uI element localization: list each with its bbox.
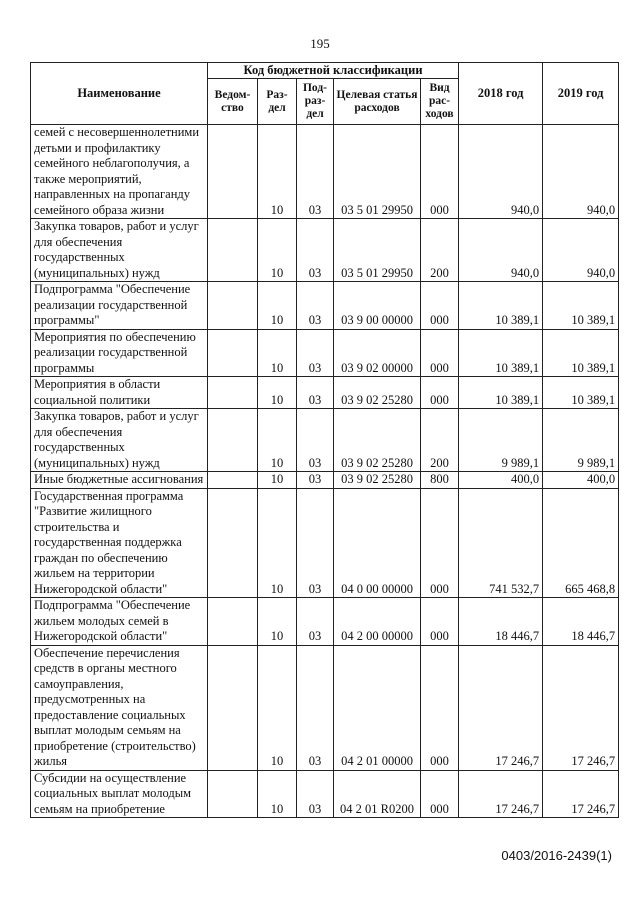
- cell-tselevaya-statya: 03 9 00 00000: [334, 282, 421, 330]
- cell-vedomstvo: [208, 488, 258, 598]
- table-row: [31, 472, 619, 489]
- cell-amount-2018: 10 389,1: [459, 329, 543, 377]
- table-row: [31, 770, 619, 818]
- table-row: [31, 645, 619, 770]
- cell-amount-2019: 940,0: [543, 219, 619, 282]
- cell-vid-raskhodov: 000: [421, 598, 459, 646]
- cell-podrazdel: 03: [297, 770, 334, 818]
- cell-podrazdel: 03: [297, 377, 334, 409]
- cell-vedomstvo: [208, 598, 258, 646]
- cell-name: Субсидии на осуществление социальных выплат молодым семьям на приобретение: [31, 770, 208, 818]
- cell-vid-raskhodov: 000: [421, 377, 459, 409]
- cell-tselevaya-statya: 03 9 02 00000: [334, 329, 421, 377]
- cell-podrazdel: 03: [297, 329, 334, 377]
- header-tselevaya-statya: Целевая статья расходов: [334, 79, 421, 125]
- cell-podrazdel: 03: [297, 645, 334, 770]
- cell-amount-2019: 940,0: [543, 125, 619, 219]
- cell-vedomstvo: [208, 219, 258, 282]
- cell-amount-2018: 9 989,1: [459, 409, 543, 472]
- table-row: [31, 377, 619, 409]
- header-vid-raskhodov: Вид рас-ходов: [421, 79, 459, 125]
- cell-amount-2018: 17 246,7: [459, 645, 543, 770]
- cell-razdel: 10: [258, 125, 297, 219]
- cell-razdel: 10: [258, 645, 297, 770]
- cell-name: семей с несовершеннолетними детьми и профилактику семейного неблагополучия, а также мероприятий, направленных на пропаганду семейного образа жизни: [31, 125, 208, 219]
- cell-vid-raskhodov: 800: [421, 472, 459, 489]
- document-code: 0403/2016-2439(1): [501, 848, 612, 863]
- cell-podrazdel: 03: [297, 125, 334, 219]
- cell-tselevaya-statya: 04 2 01 00000: [334, 645, 421, 770]
- cell-amount-2019: 17 246,7: [543, 770, 619, 818]
- cell-name: Подпрограмма "Обеспечение жильем молодых семей в Нижегородской области": [31, 598, 208, 646]
- cell-podrazdel: 03: [297, 282, 334, 330]
- cell-amount-2018: 741 532,7: [459, 488, 543, 598]
- cell-tselevaya-statya: 03 9 02 25280: [334, 377, 421, 409]
- cell-vedomstvo: [208, 770, 258, 818]
- cell-tselevaya-statya: 04 0 00 00000: [334, 488, 421, 598]
- cell-razdel: 10: [258, 770, 297, 818]
- cell-vid-raskhodov: 200: [421, 219, 459, 282]
- cell-amount-2018: 940,0: [459, 125, 543, 219]
- cell-amount-2018: 10 389,1: [459, 282, 543, 330]
- cell-vid-raskhodov: 000: [421, 770, 459, 818]
- cell-razdel: 10: [258, 377, 297, 409]
- cell-vedomstvo: [208, 472, 258, 489]
- cell-vid-raskhodov: 000: [421, 488, 459, 598]
- cell-vedomstvo: [208, 125, 258, 219]
- cell-vedomstvo: [208, 282, 258, 330]
- cell-amount-2019: 18 446,7: [543, 598, 619, 646]
- header-year-2018: 2018 год: [459, 63, 543, 125]
- cell-amount-2019: 665 468,8: [543, 488, 619, 598]
- header-year-2019: 2019 год: [543, 63, 619, 125]
- cell-podrazdel: 03: [297, 472, 334, 489]
- cell-tselevaya-statya: 04 2 00 00000: [334, 598, 421, 646]
- cell-vid-raskhodov: 000: [421, 645, 459, 770]
- cell-name: Мероприятия по обеспечению реализации государственной программы: [31, 329, 208, 377]
- cell-amount-2018: 18 446,7: [459, 598, 543, 646]
- cell-amount-2018: 10 389,1: [459, 377, 543, 409]
- cell-amount-2018: 940,0: [459, 219, 543, 282]
- cell-razdel: 10: [258, 472, 297, 489]
- cell-podrazdel: 03: [297, 488, 334, 598]
- table-row: [31, 598, 619, 646]
- cell-amount-2018: 17 246,7: [459, 770, 543, 818]
- cell-name: Мероприятия в области социальной политики: [31, 377, 208, 409]
- cell-name: Государственная программа "Развитие жилищного строительства и государственная поддержка граждан по обеспечению жильем на территории Нижегородской области": [31, 488, 208, 598]
- cell-podrazdel: 03: [297, 598, 334, 646]
- table-row: [31, 282, 619, 330]
- header-vedomstvo: Ведом-ство: [208, 79, 258, 125]
- cell-vedomstvo: [208, 329, 258, 377]
- header-podrazdel: Под-раз-дел: [297, 79, 334, 125]
- cell-amount-2019: 10 389,1: [543, 329, 619, 377]
- cell-name: Иные бюджетные ассигнования: [31, 472, 208, 489]
- cell-amount-2018: 400,0: [459, 472, 543, 489]
- cell-razdel: 10: [258, 409, 297, 472]
- table-row: [31, 409, 619, 472]
- cell-amount-2019: 17 246,7: [543, 645, 619, 770]
- cell-podrazdel: 03: [297, 219, 334, 282]
- cell-podrazdel: 03: [297, 409, 334, 472]
- cell-vid-raskhodov: 000: [421, 125, 459, 219]
- table-row: [31, 488, 619, 598]
- cell-razdel: 10: [258, 598, 297, 646]
- cell-name: Закупка товаров, работ и услуг для обеспечения государственных (муниципальных) нужд: [31, 219, 208, 282]
- cell-vid-raskhodov: 000: [421, 282, 459, 330]
- budget-table: [30, 62, 619, 818]
- cell-vid-raskhodov: 000: [421, 329, 459, 377]
- cell-vedomstvo: [208, 377, 258, 409]
- cell-vedomstvo: [208, 409, 258, 472]
- cell-amount-2019: 9 989,1: [543, 409, 619, 472]
- cell-vedomstvo: [208, 645, 258, 770]
- cell-vid-raskhodov: 200: [421, 409, 459, 472]
- cell-name: Подпрограмма "Обеспечение реализации государственной программы": [31, 282, 208, 330]
- cell-amount-2019: 10 389,1: [543, 377, 619, 409]
- cell-amount-2019: 10 389,1: [543, 282, 619, 330]
- header-razdel: Раз-дел: [258, 79, 297, 125]
- cell-razdel: 10: [258, 329, 297, 377]
- cell-tselevaya-statya: 04 2 01 R0200: [334, 770, 421, 818]
- cell-amount-2019: 400,0: [543, 472, 619, 489]
- table-row: [31, 125, 619, 219]
- cell-name: Обеспечение перечисления средств в органы местного самоуправления, предусмотренных на предоставление социальных выплат молодым семьям на приобретение (строительство) жилья: [31, 645, 208, 770]
- cell-tselevaya-statya: 03 5 01 29950: [334, 219, 421, 282]
- table-row: [31, 329, 619, 377]
- cell-razdel: 10: [258, 488, 297, 598]
- cell-tselevaya-statya: 03 9 02 25280: [334, 409, 421, 472]
- cell-name: Закупка товаров, работ и услуг для обеспечения государственных (муниципальных) нужд: [31, 409, 208, 472]
- page-number: 195: [310, 36, 330, 51]
- table-row: [31, 219, 619, 282]
- header-budget-code-group: Код бюджетной классификации: [208, 63, 459, 79]
- cell-tselevaya-statya: 03 5 01 29950: [334, 125, 421, 219]
- cell-tselevaya-statya: 03 9 02 25280: [334, 472, 421, 489]
- cell-razdel: 10: [258, 282, 297, 330]
- header-name: Наименование: [31, 63, 208, 125]
- cell-razdel: 10: [258, 219, 297, 282]
